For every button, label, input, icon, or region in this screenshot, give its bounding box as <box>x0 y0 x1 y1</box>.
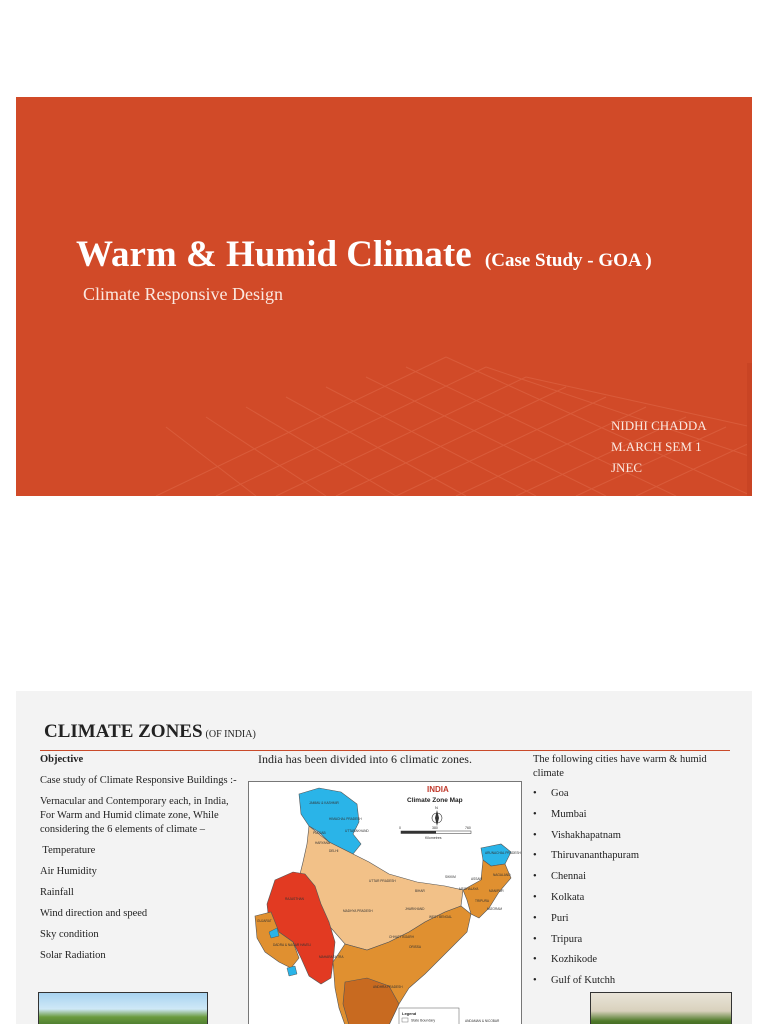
city-name: Kolkata <box>551 891 585 903</box>
list-item <box>533 892 639 913</box>
scale-tick: 380 <box>432 826 438 830</box>
subtitle: Climate Responsive Design <box>83 284 283 304</box>
city-name: Thiruvananthapuram <box>551 850 640 862</box>
bullet-icon: • <box>533 891 537 903</box>
state-label: UTTAR PRADESH <box>369 879 396 883</box>
state-label: MANIPUR <box>489 889 504 893</box>
legend-swatch <box>402 1018 408 1022</box>
scale-tick: 760 <box>465 826 471 830</box>
author-block <box>611 415 707 478</box>
bullet-icon: • <box>533 933 537 945</box>
state-label: CHHATTISGARH <box>389 935 414 939</box>
scale-tick: 0 <box>399 826 401 830</box>
title-divider <box>40 750 730 751</box>
title-main: Warm & Humid Climate <box>76 234 472 275</box>
section-title-small: (OF INDIA) <box>205 729 256 740</box>
state-label: UTTARAKHAND <box>345 829 369 833</box>
state-label: MAHARASHTRA <box>319 955 344 959</box>
map-subheading: Climate Zone Map <box>407 797 463 804</box>
state-label: SIKKIM <box>445 875 456 879</box>
author-institute: JNEC <box>611 460 643 475</box>
state-label: MEGHALAYA <box>459 887 479 891</box>
zone-marker-west-coast <box>287 966 297 976</box>
objective-heading: Objective <box>40 754 84 765</box>
state-label: HIMACHAL PRADESH <box>329 817 362 821</box>
state-label: WEST BENGAL <box>429 915 452 919</box>
palm-photo <box>590 992 732 1024</box>
side-notch <box>747 363 752 496</box>
city-name: Mumbai <box>551 808 587 820</box>
compass-label: N <box>435 805 438 810</box>
bullet-icon: • <box>533 871 537 883</box>
state-label: RAJASTHAN <box>285 897 304 901</box>
bullet-icon: • <box>533 912 537 924</box>
state-label: BIHAR <box>415 889 425 893</box>
list-item <box>533 954 639 975</box>
city-name: Goa <box>551 788 569 799</box>
state-label: ORISSA <box>409 945 422 949</box>
objective-para-1: Case study of Climate Responsive Buildings :- <box>40 775 237 786</box>
climate-element: Temperature <box>40 845 96 856</box>
city-name: Vishakhapatnam <box>551 829 621 841</box>
city-list <box>533 788 639 996</box>
page-title <box>76 233 652 276</box>
state-label: ASSAM <box>471 877 483 881</box>
list-item <box>533 871 639 892</box>
state-label: DADRA & NAGAR HAVELI <box>273 943 312 947</box>
cities-intro: The following cities have warm & humid climate <box>533 754 707 779</box>
state-label: DELHI <box>329 849 339 853</box>
state-label: ANDHRA PRADESH <box>373 985 403 989</box>
india-climate-map <box>248 781 522 1024</box>
compass-needle <box>435 810 439 826</box>
state-label: NAGALAND <box>493 873 511 877</box>
city-name: Puri <box>551 912 569 924</box>
state-label: MADHYA PRADESH <box>343 909 373 913</box>
title-sub: (Case Study - GOA ) <box>484 250 652 271</box>
map-heading: INDIA <box>427 785 449 794</box>
state-label: ARUNACHAL PRADESH <box>485 851 521 855</box>
climate-element: Solar Radiation <box>40 950 106 961</box>
state-label: JHARKHAND <box>405 907 425 911</box>
state-label: HARYANA <box>315 841 331 845</box>
legend-title: Legend <box>402 1011 417 1016</box>
map-caption: India has been divided into 6 climatic zones. <box>258 752 472 766</box>
map-svg <box>249 782 521 1024</box>
city-name: Kozhikode <box>551 954 598 966</box>
legend-item: State Boundary <box>411 1018 436 1023</box>
beach-photo <box>38 992 208 1024</box>
climate-element: Sky condition <box>40 929 99 940</box>
list-item <box>533 850 639 871</box>
list-item <box>533 809 639 830</box>
title-slide <box>16 97 752 496</box>
state-label: ANDAMAN & NICOBAR <box>465 1019 500 1023</box>
list-item <box>533 788 639 809</box>
city-name: Tripura <box>551 933 583 945</box>
state-label: GUJARAT <box>257 919 272 923</box>
objective-para-2: Vernacular and Contemporary each, in India, For Warm and Humid climate zone, While considering the 6 elements of climate – <box>40 796 229 835</box>
bullet-icon: • <box>533 850 537 862</box>
section-title-main: CLIMATE ZONES <box>44 721 203 742</box>
scale-unit: Kilometres <box>425 836 442 840</box>
author-name: NIDHI CHADDA <box>611 418 707 433</box>
bullet-icon: • <box>533 788 537 799</box>
climate-element: Wind direction and speed <box>40 908 148 919</box>
bullet-icon: • <box>533 829 537 841</box>
bullet-icon: • <box>533 808 537 820</box>
state-label: MIZORAM <box>487 907 503 911</box>
list-item <box>533 934 639 955</box>
bullet-icon: • <box>533 975 537 987</box>
scale-bar-fill <box>401 831 436 834</box>
list-item <box>533 913 639 934</box>
objective-column <box>40 753 240 970</box>
state-label: TRIPURA <box>475 899 489 903</box>
climate-element: Rainfall <box>40 887 74 898</box>
city-name: Chennai <box>551 871 586 883</box>
state-label: PUNJAB <box>313 831 326 835</box>
section-title <box>44 721 256 743</box>
state-label: JAMMU & KASHMIR <box>309 801 339 805</box>
climate-zones-slide <box>16 691 752 1024</box>
bullet-icon: • <box>533 954 537 966</box>
city-name: Gulf of Kutchh <box>551 975 616 987</box>
climate-element: Air Humidity <box>40 866 97 877</box>
author-course: M.ARCH SEM 1 <box>611 439 702 454</box>
list-item <box>533 830 639 851</box>
